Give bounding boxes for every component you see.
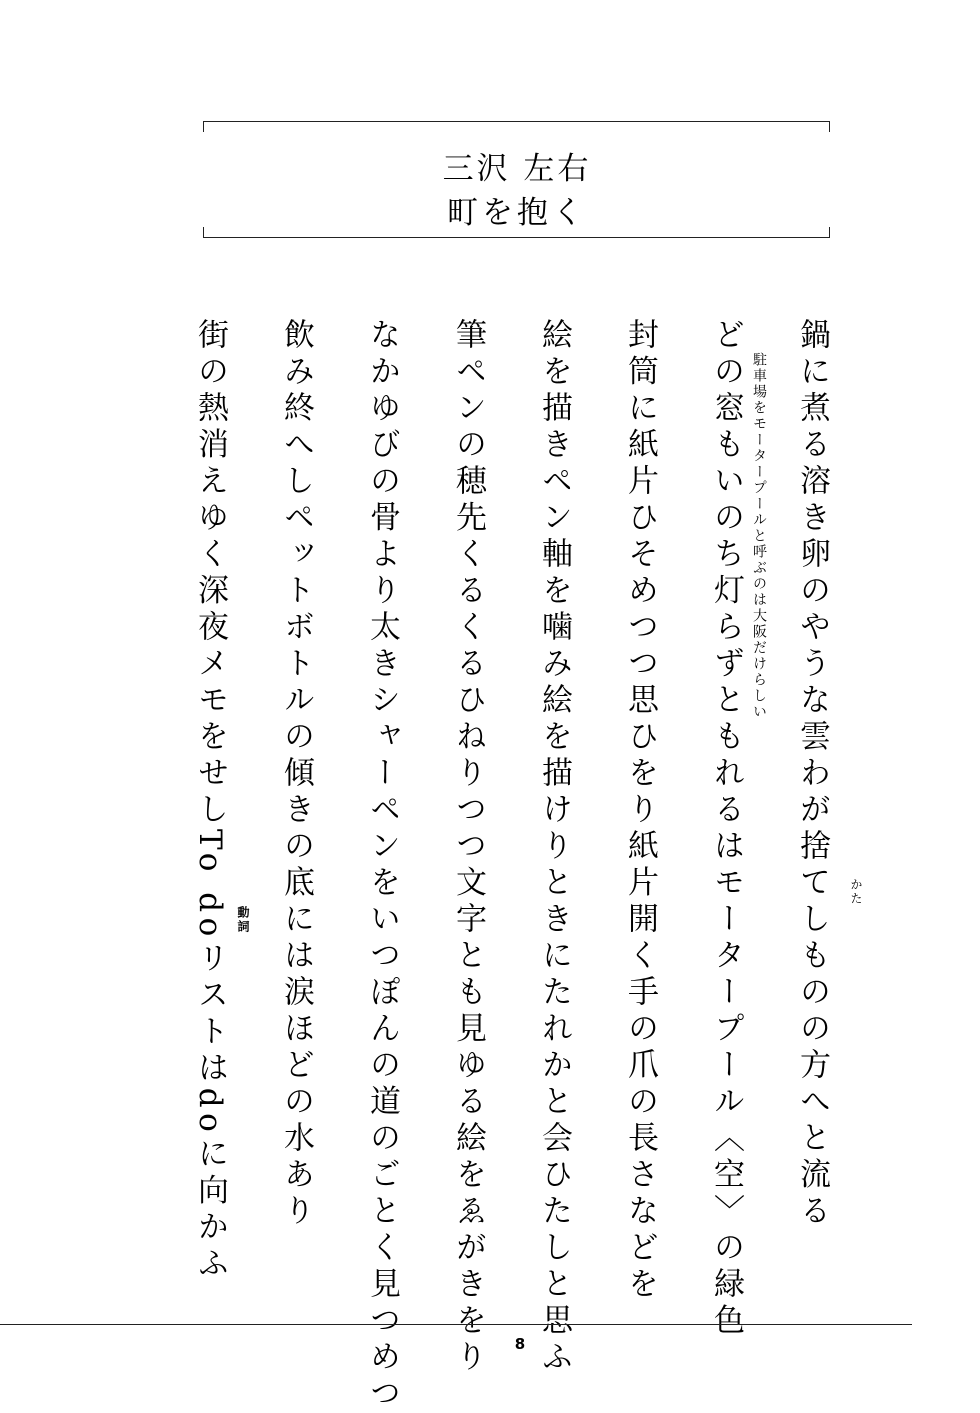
work-title: 町を抱く <box>447 195 587 231</box>
tanka-1: 鍋に煮る溶き卵のやうな雲わが捨てしものの方へと流る <box>794 318 830 1231</box>
tanka-5: 筆ペンの穂先くるくるひねりつつ文字とも見ゆる絵をゑがきをり <box>450 318 486 1377</box>
tanka-4: 絵を描きペン軸を噛み絵を描けりときにたれかと会ひたしと思ふ <box>536 318 572 1377</box>
tanka-6: なかゆびの骨より太きシャーペンをいつぽんの道のごとく見つめつ <box>364 318 400 1413</box>
ruby-doushi: 動詞 <box>236 906 250 934</box>
tanka-8: 街の熱消えゆく深夜メモをせしTo doリストはdoに向かふ <box>192 318 228 1284</box>
tanka-2: どの窓もいのち灯らずともれるはモータープール〈空〉の緑色 <box>708 318 744 1340</box>
tanka-7: 飲み終へしペットボトルの傾きの底には涙ほどの水あり <box>278 318 314 1231</box>
tanka-3: 封筒に紙片ひそめつつ思ひをり紙片開く手の爪の長さなどを <box>622 318 658 1304</box>
ruby-kata: かた <box>849 878 863 906</box>
footer-rule <box>0 1324 912 1325</box>
page-number: 8 <box>514 1335 526 1353</box>
gloss-note: 駐車場をモータープールと呼ぶのは大阪だけらしい <box>751 352 767 720</box>
title-frame-top <box>203 121 830 132</box>
author-name: 三沢 左右 <box>442 151 592 187</box>
